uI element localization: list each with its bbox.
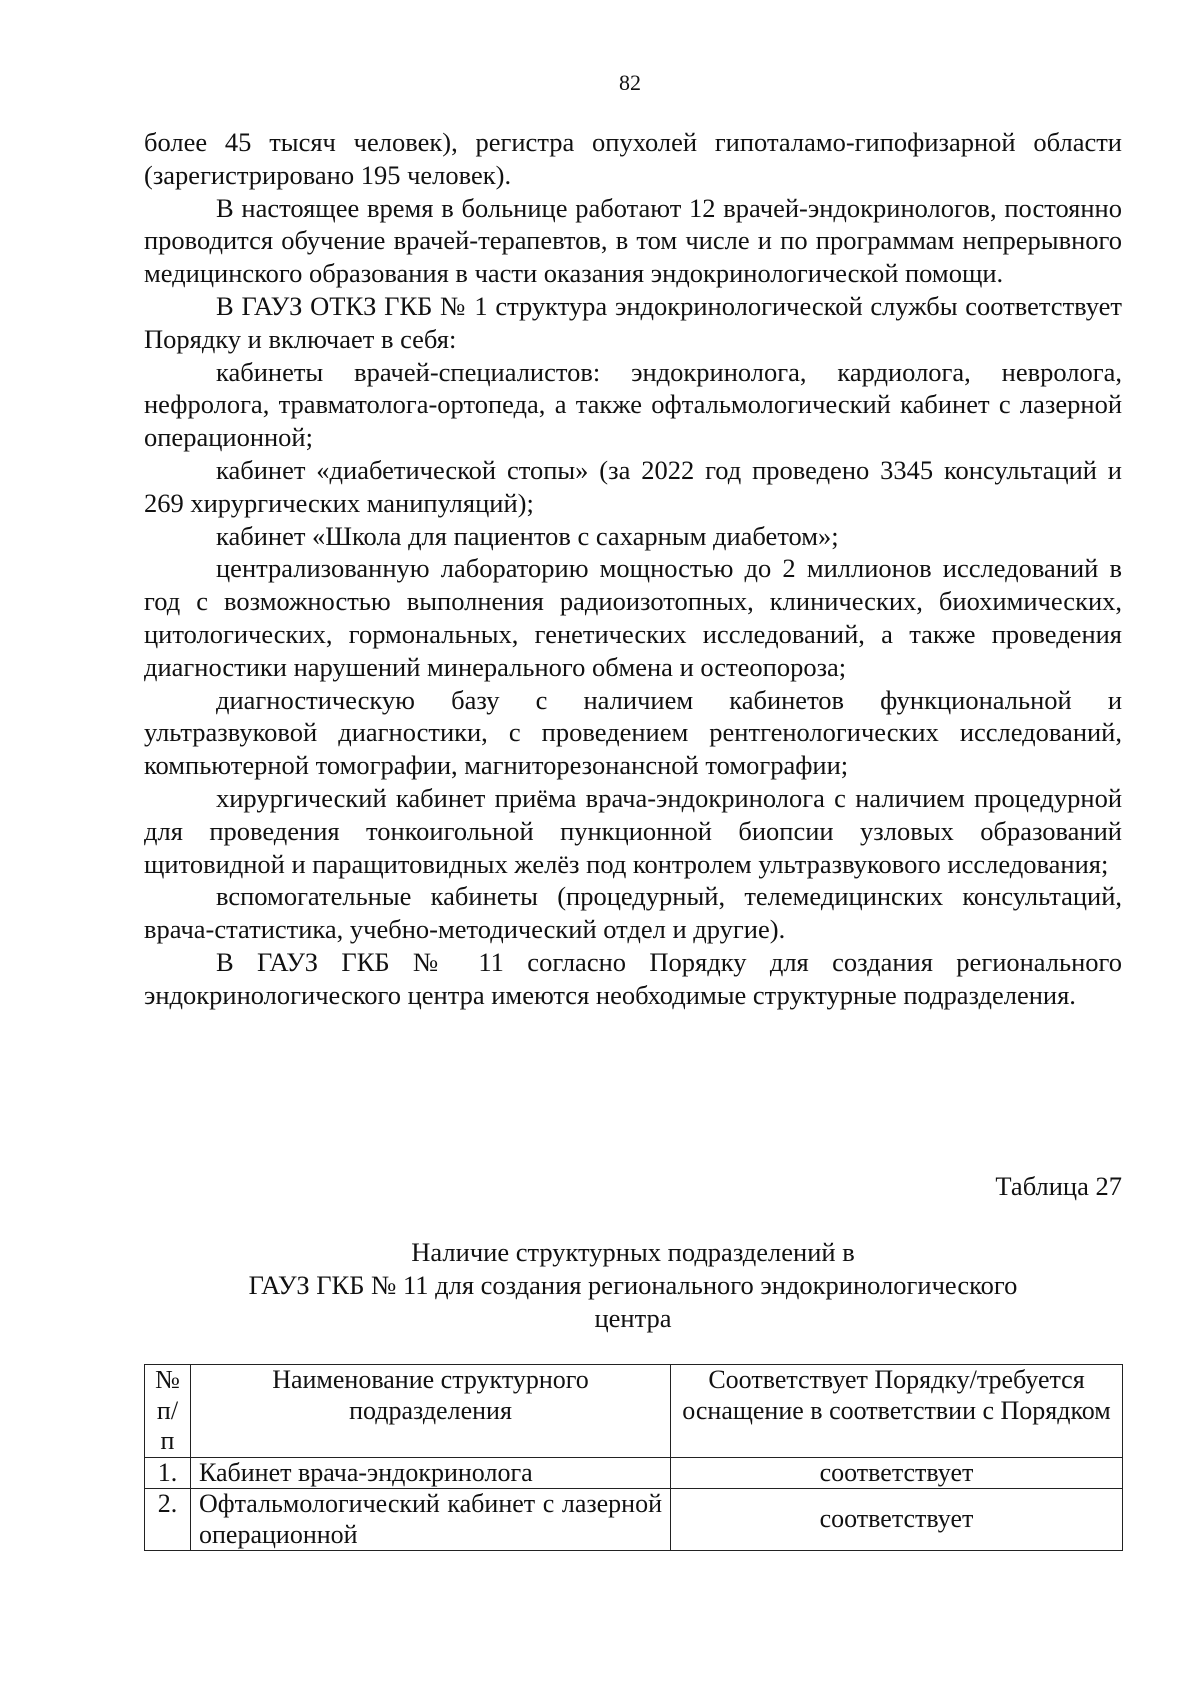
paragraph: более 45 тысяч человек), регистра опухолей гипоталамо-гипофизарной области (зарегистрировано 195 человек).	[144, 127, 1122, 190]
cell-status: соответствует	[671, 1489, 1123, 1551]
header-status: Соответствует Порядку/требуется оснащение в соответствии с Порядком	[671, 1365, 1123, 1458]
cell-name: Офтальмологический кабинет с лазерной операционной	[191, 1489, 671, 1551]
document-body	[144, 126, 1122, 1012]
header-num: № п/ п	[145, 1365, 191, 1458]
list-item: кабинеты врачей-специалистов: эндокринолога, кардиолога, невролога, нефролога, травматолога-ортопеда, а также офтальмологический кабинет с лазерной операционной;	[144, 356, 1122, 453]
table-title-line: ГАУЗ ГКБ № 11 для создания регионального эндокринологического	[248, 1269, 1018, 1300]
table-title-line: Наличие структурных подразделений в	[411, 1237, 855, 1267]
table-row	[145, 1457, 1123, 1489]
cell-num: 1.	[145, 1457, 191, 1489]
table-title	[144, 1236, 1122, 1334]
list-item: вспомогательные кабинеты (процедурный, телемедицинских консультаций, врача-статистика, учебно-методический отдел и другие).	[144, 881, 1122, 945]
paragraph: В ГАУЗ ГКБ № 11 согласно Порядку для создания регионального эндокринологического центра имеются необходимые структурные подразделения.	[144, 946, 1122, 1010]
table-label: Таблица 27	[995, 1171, 1122, 1201]
list-item: хирургический кабинет приёма врача-эндокринолога с наличием процедурной для проведения тонкоигольной пункционной биопсии узловых образований щитовидной и паращитовидных желёз под контролем ультразвукового исследования;	[144, 782, 1122, 879]
cell-name: Кабинет врача-эндокринолога	[191, 1457, 671, 1489]
page-number: 82	[619, 70, 641, 95]
list-item: централизованную лабораторию мощностью до 2 миллионов исследований в год с возможностью выполнения радиоизотопных, клинических, биохимических, цитологических, гормональных, генетических исследований, а также проведения диагностики нарушений минерального обмена и остеопороза;	[144, 553, 1122, 682]
list-item: диагностическую базу с наличием кабинетов функциональной и ультразвуковой диагностики, с проведением рентгенологических исследований, компьютерной томографии, магниторезонансной томографии;	[144, 684, 1122, 781]
cell-status: соответствует	[671, 1457, 1123, 1489]
table-title-line: центра	[594, 1302, 672, 1333]
list-item: кабинет «Школа для пациентов с сахарным диабетом»;	[216, 520, 839, 551]
paragraph: В ГАУЗ ОТКЗ ГКБ № 1 структура эндокринологической службы соответствует Порядку и включает в себя:	[144, 290, 1122, 354]
structural-units-table	[144, 1364, 1123, 1551]
table-header-row	[145, 1365, 1123, 1458]
paragraph: В настоящее время в больнице работают 12 врачей-эндокринологов, постоянно проводится обучение врачей-терапевтов, в том числе и по программам непрерывного медицинского образования в части оказания эндокринологической помощи.	[144, 192, 1122, 289]
header-name: Наименование структурного подразделения	[191, 1365, 671, 1458]
cell-num: 2.	[145, 1489, 191, 1551]
list-item: кабинет «диабетической стопы» (за 2022 год проведено 3345 консультаций и 269 хирургических манипуляций);	[144, 454, 1122, 518]
table-row	[145, 1489, 1123, 1551]
